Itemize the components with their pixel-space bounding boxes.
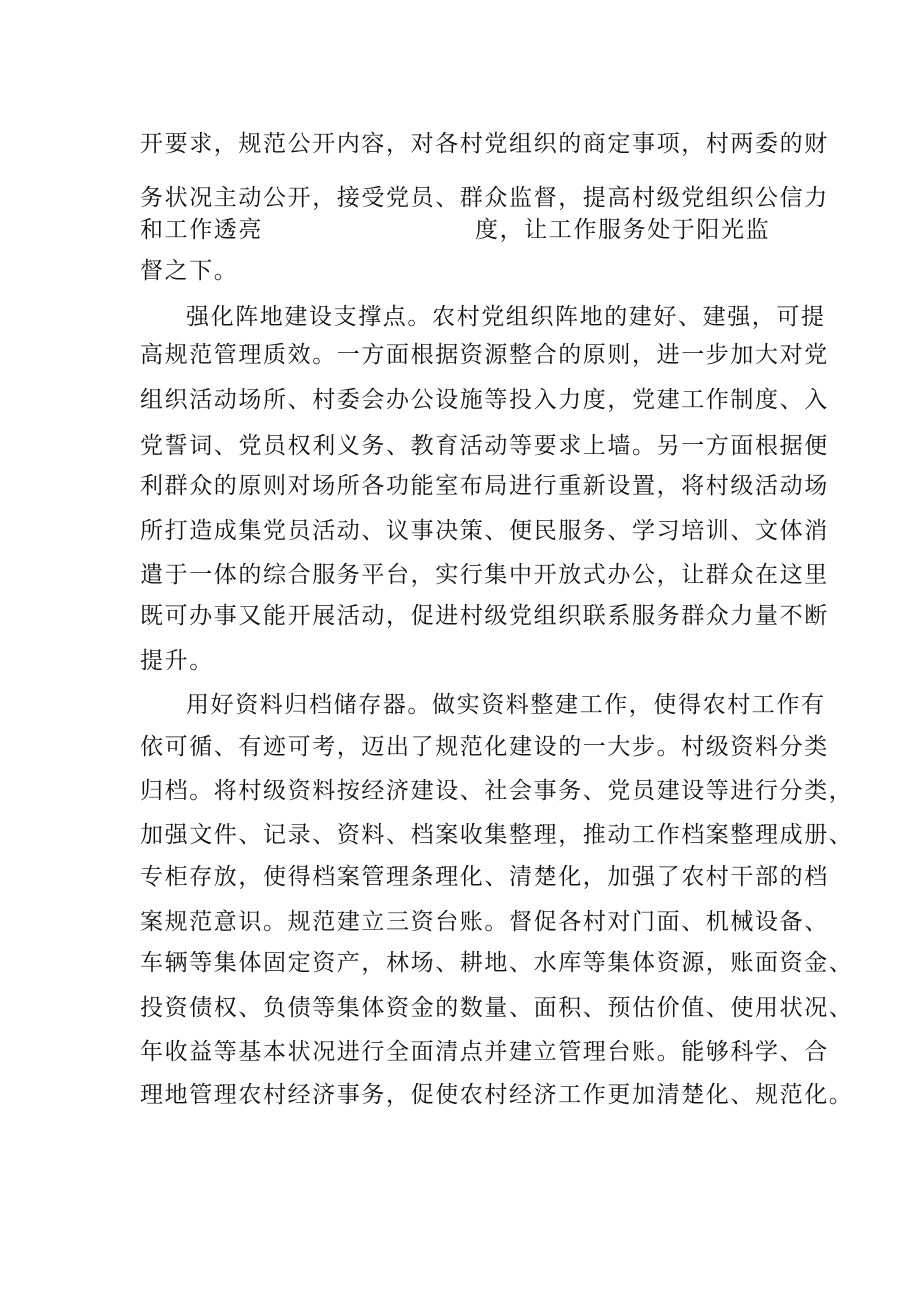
text-line: 所打造成集党员活动、议事决策、便民服务、学习培训、文体消 — [140, 518, 829, 544]
paragraph-first-line: 强化阵地建设支撑点。农村党组织阵地的建好、建强，可提 — [186, 304, 826, 330]
text-line-with-gap — [140, 215, 840, 245]
text-line-left-part: 和工作透亮 — [140, 217, 263, 243]
text-line: 利群众的原则对场所各功能室布局进行重新设置，将村级活动场 — [140, 473, 829, 499]
text-line: 务状况主动公开，接受党员、群众监督，提高村级党组织公信力 — [140, 185, 829, 211]
text-line: 投资债权、负债等集体资金的数量、面积、预估价值、使用状况、 — [140, 995, 854, 1021]
text-line-right-part: 度，让工作服务处于阳光监 — [475, 217, 771, 243]
text-line: 理地管理农村经济事务，促使农村经济工作更加清楚化、规范化。 — [140, 1082, 854, 1108]
text-line: 督之下。 — [140, 258, 239, 284]
text-line: 提升。 — [140, 648, 214, 674]
text-line: 依可循、有迹可考，迈出了规范化建设的一大步。村级资料分类 — [140, 734, 829, 760]
text-line: 遣于一体的综合服务平台，实行集中开放式办公，让群众在这里 — [140, 562, 829, 588]
text-line: 既可办事又能开展活动，促进村级党组织联系服务群众力量不断 — [140, 603, 829, 629]
text-line: 案规范意识。规范建立三资台账。督促各村对门面、机械设备、 — [140, 909, 829, 935]
text-line: 年收益等基本状况进行全面清点并建立管理台账。能够科学、合 — [140, 1039, 829, 1065]
text-line: 党誓词、党员权利义务、教育活动等要求上墙。另一方面根据便 — [140, 433, 829, 459]
text-line: 专柜存放，使得档案管理条理化、清楚化，加强了农村干部的档 — [140, 864, 829, 890]
text-line: 加强文件、记录、资料、档案收集整理，推动工作档案整理成册、 — [140, 822, 854, 848]
text-line: 组织活动场所、村委会办公设施等投入力度，党建工作制度、入 — [140, 387, 829, 413]
text-line: 高规范管理质效。一方面根据资源整合的原则，进一步加大对党 — [140, 342, 829, 368]
text-line: 归档。将村级资料按经济建设、社会事务、党员建设等进行分类， — [140, 778, 854, 804]
text-line: 车辆等集体固定资产，林场、耕地、水库等集体资源，账面资金、 — [140, 950, 854, 976]
paragraph-first-line: 用好资料归档储存器。做实资料整建工作，使得农村工作有 — [186, 692, 826, 718]
text-line: 开要求，规范公开内容，对各村党组织的商定事项，村两委的财 — [140, 131, 829, 157]
